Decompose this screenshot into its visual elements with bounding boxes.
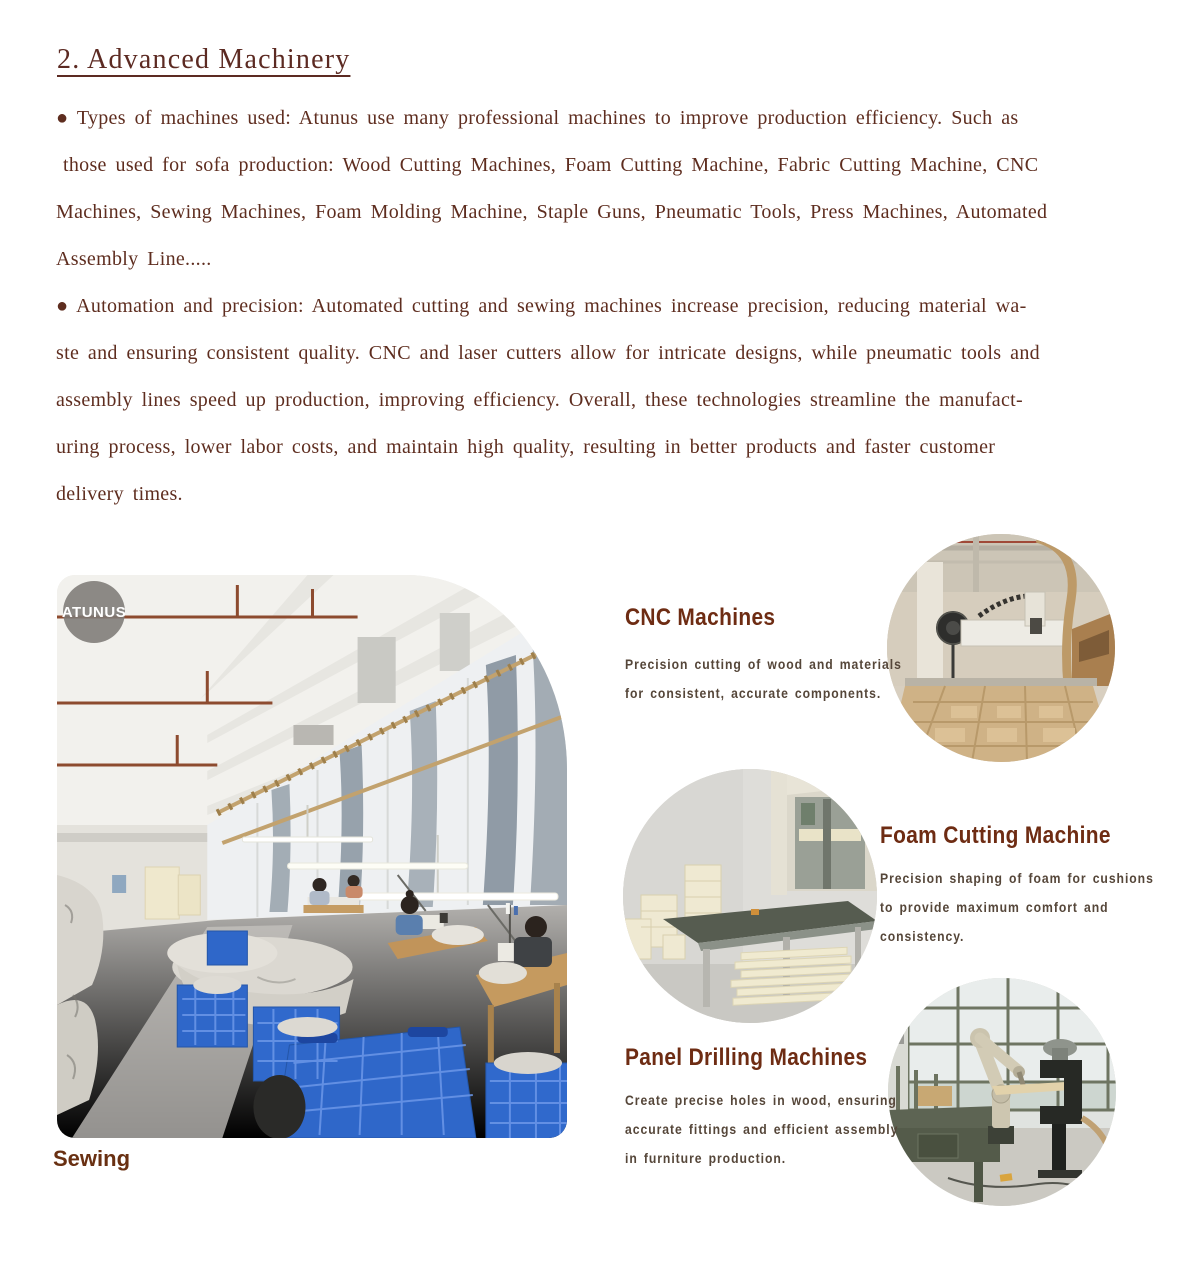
- sewing-factory-photo: [57, 575, 567, 1138]
- cnc-machine-scene: [887, 534, 1115, 762]
- cnc-machine-photo: [887, 534, 1115, 762]
- atunus-logo-text: ATUNUS: [61, 603, 127, 621]
- cnc-description: Precision cutting of wood and materials for consistent, accurate components.: [625, 656, 902, 701]
- intro-line: Assembly Line.....: [56, 248, 212, 270]
- foam-cutting-photo: [623, 769, 877, 1023]
- cnc-feature-text: [625, 602, 902, 708]
- atunus-logo-badge: [63, 581, 125, 643]
- sewing-factory-scene: [57, 575, 567, 1138]
- panel-drilling-scene: [888, 978, 1116, 1206]
- foam-feature-text: [880, 820, 1154, 951]
- cnc-title: CNC Machines: [625, 604, 776, 631]
- panel-drilling-photo: [888, 978, 1116, 1206]
- intro-line: delivery times.: [56, 483, 183, 505]
- page-title: 2. Advanced Machinery: [57, 44, 351, 75]
- intro-line: those used for sofa production: Wood Cutting Machines, Foam Cutting Machine, Fabric Cutting Machine, CNC: [63, 154, 1039, 176]
- intro-line: Machines, Sewing Machines, Foam Molding Machine, Staple Guns, Pneumatic Tools, Press Machines, Automated: [56, 201, 1048, 223]
- panel-feature-text: [625, 1042, 898, 1173]
- intro-text: [56, 95, 1161, 518]
- panel-description: Create precise holes in wood, ensuring accurate fittings and efficient assembly in furniture production.: [625, 1092, 899, 1166]
- panel-title: Panel Drilling Machines: [625, 1044, 868, 1071]
- sewing-caption: Sewing: [53, 1146, 131, 1171]
- foam-cutting-scene: [623, 769, 877, 1023]
- intro-line: ste and ensuring consistent quality. CNC and laser cutters allow for intricate designs, while pneumatic tools and: [56, 342, 1040, 364]
- intro-line: ● Types of machines used: Atunus use many professional machines to improve production efficiency. Such as: [56, 107, 1019, 129]
- foam-title: Foam Cutting Machine: [880, 822, 1111, 849]
- intro-line: uring process, lower labor costs, and maintain high quality, resulting in better products and faster customer: [56, 436, 996, 458]
- foam-description: Precision shaping of foam for cushions to provide maximum comfort and consistency.: [880, 870, 1154, 944]
- intro-line: ● Automation and precision: Automated cutting and sewing machines increase precision, reducing material wa-: [56, 295, 1027, 317]
- intro-line: assembly lines speed up production, improving efficiency. Overall, these technologies streamline the manufact-: [56, 389, 1023, 411]
